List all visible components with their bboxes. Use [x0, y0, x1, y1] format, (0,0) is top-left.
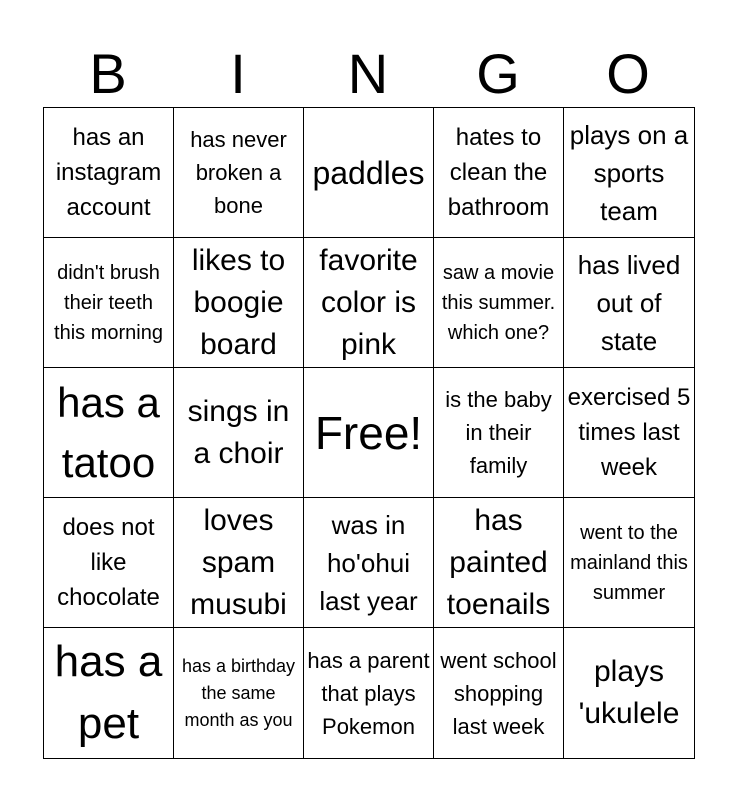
bingo-cell[interactable] — [434, 498, 564, 628]
cell-text: has painted toenails — [446, 503, 551, 621]
cell-text: has a tatoo — [57, 378, 160, 486]
bingo-cell[interactable] — [174, 628, 304, 758]
cell-text: was in ho'ohui last year — [319, 509, 418, 616]
bingo-cell[interactable] — [44, 628, 174, 758]
bingo-cell[interactable] — [174, 108, 304, 238]
cell-text: has an instagram account — [55, 124, 162, 221]
bingo-header — [43, 40, 693, 108]
bingo-cell[interactable] — [174, 238, 304, 368]
cell-text: has a birthday the same month as you — [181, 655, 296, 730]
cell-text: is the baby in their family — [445, 387, 552, 478]
bingo-cell[interactable] — [564, 628, 694, 758]
bingo-cell[interactable] — [304, 108, 434, 238]
bingo-cell[interactable] — [434, 628, 564, 758]
cell-text: went school shopping last week — [440, 647, 557, 739]
bingo-cell[interactable] — [564, 108, 694, 238]
free-space-cell[interactable] — [304, 368, 434, 498]
cell-text: does not like chocolate — [57, 514, 160, 611]
cell-text: went to the mainland this summer — [570, 521, 688, 604]
cell-text: paddles — [312, 154, 425, 191]
cell-text: plays 'ukulele — [578, 655, 680, 730]
header-letter-b: B — [89, 42, 127, 105]
cell-text: didn't brush their teeth this morning — [54, 261, 163, 344]
cell-text: saw a movie this summer. which one? — [441, 261, 556, 344]
cell-text: has never broken a bone — [190, 127, 287, 218]
cell-text: has a pet — [54, 637, 163, 748]
header-letter-i: I — [230, 42, 246, 105]
bingo-cell[interactable] — [434, 238, 564, 368]
bingo-cell[interactable] — [44, 368, 174, 498]
bingo-cell[interactable] — [174, 498, 304, 628]
bingo-cell[interactable] — [434, 108, 564, 238]
bingo-grid — [43, 107, 695, 759]
bingo-cell[interactable] — [434, 368, 564, 498]
cell-text: plays on a sports team — [569, 119, 689, 226]
header-letter-g: G — [476, 42, 520, 105]
cell-text: favorite color is pink — [319, 243, 418, 361]
bingo-cell[interactable] — [174, 368, 304, 498]
bingo-cell[interactable] — [44, 498, 174, 628]
cell-text: loves spam musubi — [190, 503, 287, 621]
bingo-cell[interactable] — [304, 238, 434, 368]
bingo-cell[interactable] — [564, 368, 694, 498]
header-letter-o: O — [606, 42, 650, 105]
bingo-cell[interactable] — [44, 108, 174, 238]
cell-text: exercised 5 times last week — [567, 384, 691, 481]
cell-text: has lived out of state — [577, 249, 681, 356]
bingo-cell[interactable] — [304, 498, 434, 628]
bingo-cell[interactable] — [564, 238, 694, 368]
cell-text: sings in a choir — [187, 394, 290, 470]
bingo-cell[interactable] — [304, 628, 434, 758]
header-letter-n: N — [347, 42, 389, 105]
bingo-cell[interactable] — [44, 238, 174, 368]
cell-text: hates to clean the bathroom — [447, 124, 550, 221]
cell-text: has a parent that plays Pokemon — [307, 647, 430, 739]
free-space-text: Free! — [314, 406, 423, 459]
cell-text: likes to boogie board — [191, 243, 286, 361]
bingo-cell[interactable] — [564, 498, 694, 628]
